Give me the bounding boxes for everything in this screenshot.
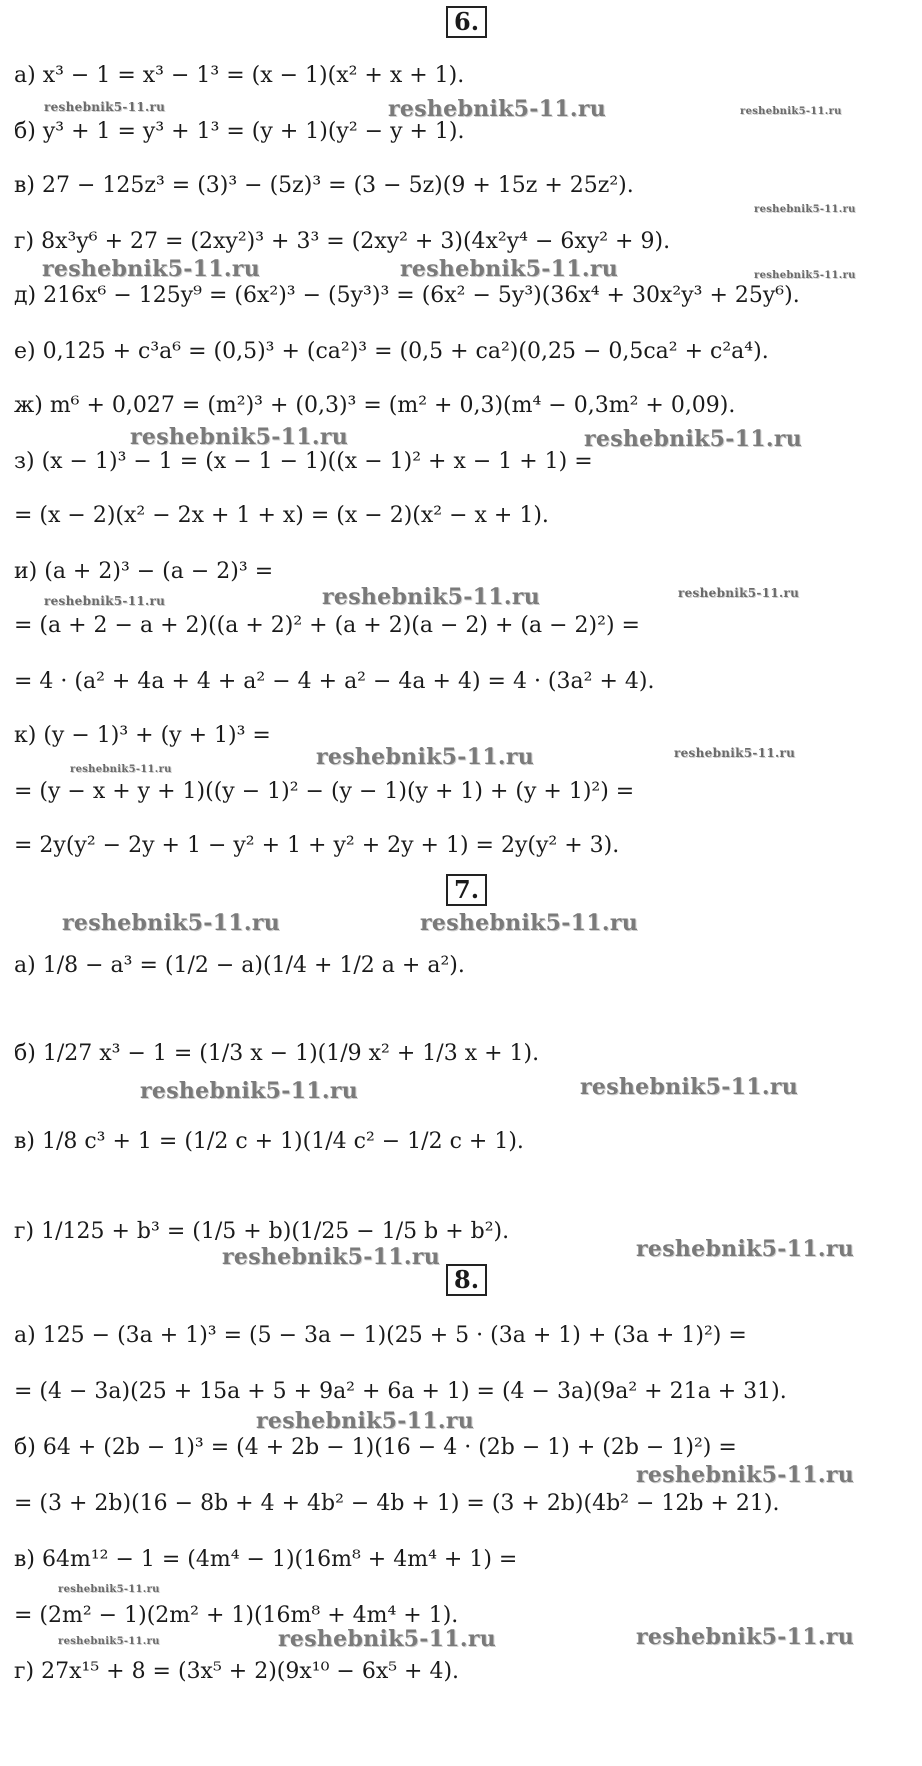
watermark: reshebnik5-11.ru: [636, 1462, 855, 1488]
problem-7b: б) 1/27 x³ − 1 = (1/3 x − 1)(1/9 x² + 1/3 x + 1).: [14, 1041, 540, 1066]
watermark: reshebnik5-11.ru: [388, 96, 607, 122]
problem-6z-line1: з) (x − 1)³ − 1 = (x − 1 − 1)((x − 1)² + x − 1 + 1) =: [14, 449, 593, 474]
problem-6a: а) x³ − 1 = x³ − 1³ = (x − 1)(x² + x + 1).: [14, 63, 465, 88]
watermark: reshebnik5-11.ru: [754, 204, 856, 215]
section-number-8: 8.: [446, 1264, 487, 1296]
problem-7v: в) 1/8 c³ + 1 = (1/2 c + 1)(1/4 c² − 1/2 c + 1).: [14, 1129, 524, 1154]
section-number-6: 6.: [446, 6, 487, 38]
problem-6k-line1: к) (y − 1)³ + (y + 1)³ =: [14, 723, 271, 748]
watermark: reshebnik5-11.ru: [316, 744, 535, 770]
problem-6k-line3: = 2y(y² − 2y + 1 − y² + 1 + y² + 2y + 1) = 2y(y² + 3).: [14, 833, 620, 858]
watermark: reshebnik5-11.ru: [130, 424, 349, 450]
problem-6e: е) 0,125 + c³a⁶ = (0,5)³ + (ca²)³ = (0,5 + ca²)(0,25 − 0,5ca² + c²a⁴).: [14, 339, 769, 364]
problem-8g: г) 27x¹⁵ + 8 = (3x⁵ + 2)(9x¹⁰ − 6x⁵ + 4).: [14, 1659, 460, 1684]
watermark: reshebnik5-11.ru: [70, 764, 172, 775]
watermark: reshebnik5-11.ru: [140, 1078, 359, 1104]
problem-8v-line2: = (2m² − 1)(2m² + 1)(16m⁸ + 4m⁴ + 1).: [14, 1603, 459, 1628]
watermark: reshebnik5-11.ru: [42, 256, 261, 282]
watermark: reshebnik5-11.ru: [584, 426, 803, 452]
watermark: reshebnik5-11.ru: [44, 594, 166, 608]
watermark: reshebnik5-11.ru: [580, 1074, 799, 1100]
watermark: reshebnik5-11.ru: [678, 586, 800, 600]
watermark: reshebnik5-11.ru: [44, 100, 166, 114]
watermark: reshebnik5-11.ru: [636, 1236, 855, 1262]
problem-6z-line2: = (x − 2)(x² − 2x + 1 + x) = (x − 2)(x² − x + 1).: [14, 503, 549, 528]
watermark: reshebnik5-11.ru: [636, 1624, 855, 1650]
watermark: reshebnik5-11.ru: [58, 1584, 160, 1595]
watermark: reshebnik5-11.ru: [754, 270, 856, 281]
watermark: reshebnik5-11.ru: [740, 106, 842, 117]
problem-6g: г) 8x³y⁶ + 27 = (2xy²)³ + 3³ = (2xy² + 3)(4x²y⁴ − 6xy² + 9).: [14, 229, 671, 254]
watermark: reshebnik5-11.ru: [322, 584, 541, 610]
watermark: reshebnik5-11.ru: [400, 256, 619, 282]
problem-6zh: ж) m⁶ + 0,027 = (m²)³ + (0,3)³ = (m² + 0,3)(m⁴ − 0,3m² + 0,09).: [14, 393, 736, 418]
problem-6k-line2: = (y − x + y + 1)((y − 1)² − (y − 1)(y + 1) + (y + 1)²) =: [14, 779, 635, 804]
problem-8a-line2: = (4 − 3a)(25 + 15a + 5 + 9a² + 6a + 1) = (4 − 3a)(9a² + 21a + 31).: [14, 1379, 787, 1404]
problem-8b-line2: = (3 + 2b)(16 − 8b + 4 + 4b² − 4b + 1) = (3 + 2b)(4b² − 12b + 21).: [14, 1491, 780, 1516]
section-number-7: 7.: [446, 874, 487, 906]
problem-7a: а) 1/8 − a³ = (1/2 − a)(1/4 + 1/2 a + a²).: [14, 953, 465, 978]
problem-8a-line1: а) 125 − (3a + 1)³ = (5 − 3a − 1)(25 + 5 · (3a + 1) + (3a + 1)²) =: [14, 1323, 747, 1348]
watermark: reshebnik5-11.ru: [278, 1626, 497, 1652]
watermark: reshebnik5-11.ru: [222, 1244, 441, 1270]
problem-7g: г) 1/125 + b³ = (1/5 + b)(1/25 − 1/5 b + b²).: [14, 1219, 510, 1244]
problem-6b: б) y³ + 1 = y³ + 1³ = (y + 1)(y² − y + 1).: [14, 119, 465, 144]
problem-6i-line1: и) (a + 2)³ − (a − 2)³ =: [14, 559, 274, 584]
problem-6i-line2: = (a + 2 − a + 2)((a + 2)² + (a + 2)(a − 2) + (a − 2)²) =: [14, 613, 640, 638]
problem-8v-line1: в) 64m¹² − 1 = (4m⁴ − 1)(16m⁸ + 4m⁴ + 1) =: [14, 1547, 518, 1572]
watermark: reshebnik5-11.ru: [420, 910, 639, 936]
watermark: reshebnik5-11.ru: [62, 910, 281, 936]
problem-8b-line1: б) 64 + (2b − 1)³ = (4 + 2b − 1)(16 − 4 · (2b − 1) + (2b − 1)²) =: [14, 1435, 737, 1460]
problem-6i-line3: = 4 · (a² + 4a + 4 + a² − 4 + a² − 4a + 4) = 4 · (3a² + 4).: [14, 669, 655, 694]
watermark: reshebnik5-11.ru: [674, 746, 796, 760]
problem-6v: в) 27 − 125z³ = (3)³ − (5z)³ = (3 − 5z)(9 + 15z + 25z²).: [14, 173, 634, 198]
watermark: reshebnik5-11.ru: [58, 1636, 160, 1647]
problem-6d: д) 216x⁶ − 125y⁹ = (6x²)³ − (5y³)³ = (6x² − 5y³)(36x⁴ + 30x²y³ + 25y⁶).: [14, 283, 800, 308]
watermark: reshebnik5-11.ru: [256, 1408, 475, 1434]
